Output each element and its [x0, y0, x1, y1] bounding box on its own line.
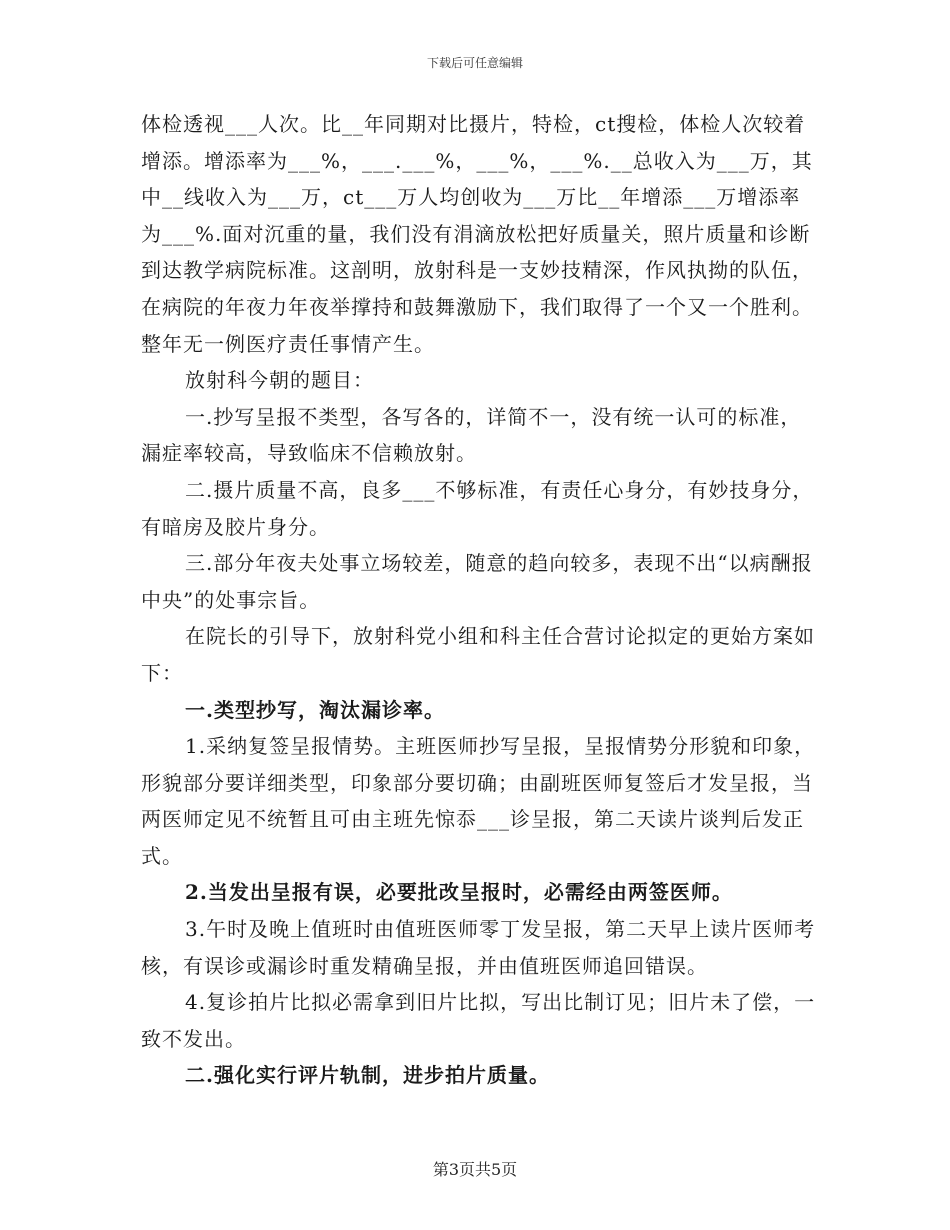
paragraph-reform-intro: 在院长的引导下，放射科党小组和科主任合营讨论拟定的更始方案如下： [141, 624, 815, 685]
paragraph-problem-3: 三.部分年夜夫处事立场较差，随意的趋向较多，表现不出“以病酬报中央”的处事宗旨。 [141, 551, 813, 612]
paragraph-item-2: 2.当发出呈报有误，必要批改呈报时，必需经由两签医师。 [185, 880, 733, 905]
section-heading-2: 二.强化实行评片轨制，进步拍片质量。 [185, 1063, 550, 1088]
paragraph-problems-heading: 放射科今朝的题目： [185, 368, 374, 393]
section-heading-1: 一.类型抄写，淘汰漏诊率。 [185, 697, 445, 722]
paragraph-item-1: 1.采纳复签呈报情势。主班医师抄写呈报，呈报情势分形貌和印象，形貌部分要详细类型，印象部分要切确；由副班医师复签后才发呈报，当两医师定见不统暂且可由主班先惊忝___诊呈报，第二天读片谈判后发正式。 [141, 734, 816, 868]
paragraph-stats: 体检透视___人次。比__年同期对比摄片，特检，ct搜检，体检人次较着增添。增添率为___%，___.___%，___%，___%.__总收入为___万，其中__线收入为___万，ct___万人均创收为___万比__年增添___万增添率为___%.面对沉重的量，我们没有涓滴放松把好质量关，照片质量和诊断到达教学病院标准。这剖明，放射科是一支妙技精深，作风执拗的队伍，在病院的年夜力年夜举撑持和鼓舞激励下，我们取得了一个又一个胜利。整年无一例医疗责任事情产生。 [141, 112, 813, 356]
paragraph-problem-2: 二.摄片质量不高，良多___不够标准，有责任心身分，有妙技身分，有暗房及胶片身分。 [141, 477, 814, 539]
page-number: 第3页共5页 [432, 1160, 518, 1179]
document-body [141, 106, 821, 1094]
paragraph-problem-1: 一.抄写呈报不类型，各写各的，详简不一，没有统一认可的标准，漏症率较高，导致临床不信赖放射。 [141, 404, 802, 466]
paragraph-item-3: 3.午时及晚上值班时由值班医师零丁发呈报，第二天早上读片医师考核，有误诊或漏诊时重发精确呈报，并由值班医师追回错误。 [141, 917, 816, 978]
paragraph-item-4: 4.复诊拍片比拟必需拿到旧片比拟，写出比制订见；旧片未了偿，一致不发出。 [141, 990, 816, 1051]
page-header: 下载后可任意编辑 [426, 56, 523, 70]
